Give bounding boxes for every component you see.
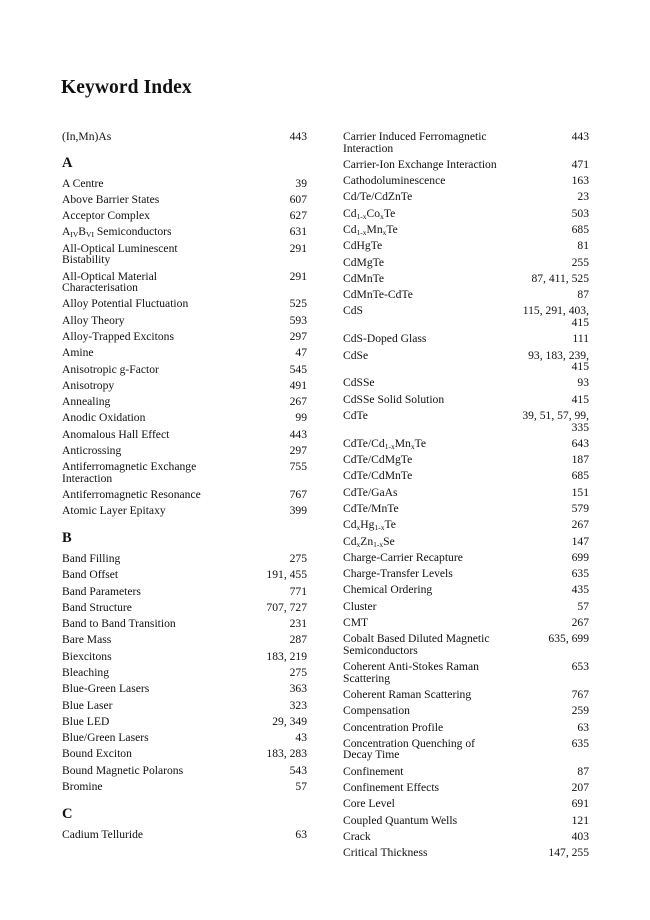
page-numbers: 767 [571, 688, 589, 701]
page-numbers: 29, 349 [272, 714, 307, 728]
page-numbers: 87, 411, 525 [531, 271, 589, 285]
index-entry [62, 732, 307, 744]
index-term: Anisotropy [62, 378, 115, 392]
index-entry [343, 224, 589, 236]
subscript: VI [86, 230, 94, 240]
index-term: Charge-Carrier Recapture [343, 550, 463, 564]
page-numbers: 593 [289, 313, 307, 327]
index-term: $Cd_{1-x}Mn_xTe$ [343, 223, 398, 237]
index-entry [343, 617, 589, 629]
index-entry [62, 829, 307, 841]
index-term: Alloy Theory [62, 313, 125, 327]
subscript: x [380, 211, 384, 221]
index-term: A Centre [62, 176, 104, 190]
index-entry [343, 831, 589, 843]
index-entry [343, 798, 589, 810]
index-term: All-Optical Material Characterisation [62, 269, 157, 295]
index-term: Chemical Ordering [343, 583, 433, 597]
index-term: Coherent Raman Scattering [343, 688, 472, 701]
index-entry [343, 410, 589, 433]
index-entry [62, 748, 307, 760]
index-entry [62, 765, 307, 777]
page-numbers: 435 [571, 583, 589, 597]
index-entry [62, 131, 307, 143]
index-term: Atomic Layer Epitaxy [62, 504, 166, 518]
index-entry [343, 289, 589, 301]
index-entry [62, 461, 307, 484]
index-entry [62, 396, 307, 408]
index-entry [343, 305, 589, 328]
page-numbers: 87 [577, 288, 589, 302]
page-numbers: 635 [571, 567, 589, 581]
index-entry [343, 159, 589, 171]
page-numbers: 147, 255 [548, 846, 589, 860]
page-numbers: 39 [295, 176, 307, 190]
subscript: 1-x [373, 539, 384, 549]
index-entry [62, 618, 307, 630]
index-term: Band Filling [62, 552, 121, 566]
index-term: Carrier-Ion Exchange Interaction [343, 157, 497, 171]
index-term: Confinement [343, 764, 404, 778]
index-entry [62, 315, 307, 327]
index-term: Antiferromagnetic Resonance [62, 488, 201, 502]
index-term: Anodic Oxidation [62, 411, 146, 425]
page-numbers: 443 [289, 427, 307, 441]
index-entry [62, 651, 307, 663]
page-numbers: 543 [289, 763, 307, 777]
page-numbers: 291 [289, 241, 307, 255]
page-numbers: 291 [289, 269, 307, 283]
index-entry [343, 470, 589, 482]
page-numbers: 443 [289, 130, 307, 143]
index-entry [343, 377, 589, 389]
page-numbers: 23 [577, 190, 589, 204]
page-numbers: 471 [571, 157, 589, 171]
page-numbers: 691 [571, 797, 589, 811]
page-numbers: 267 [571, 518, 589, 532]
page-numbers: 755 [289, 460, 307, 474]
index-term: CdTe [343, 409, 368, 422]
index-term: Compensation [343, 704, 410, 718]
index-entry [343, 208, 589, 220]
index-entry [62, 700, 307, 712]
page-numbers: 579 [571, 502, 589, 515]
index-entry [62, 586, 307, 598]
index-entry [343, 782, 589, 794]
index-term: CdTe/CdMnTe [343, 469, 413, 483]
index-term: All-Optical Luminescent Bistability [62, 241, 178, 267]
index-entry [62, 553, 307, 565]
index-term: Band Structure [62, 600, 132, 614]
index-term: CdMnTe-CdTe [343, 288, 413, 302]
index-entry [343, 705, 589, 717]
page-numbers: 63 [295, 827, 307, 841]
page-numbers: 635, 699 [548, 632, 589, 646]
index-term: CdTe/GaAs [343, 485, 398, 499]
index-entry [343, 847, 589, 859]
index-term: CdS-Doped Glass [343, 332, 427, 346]
index-entry [343, 131, 589, 154]
page-numbers: 275 [289, 552, 307, 566]
index-entry [62, 380, 307, 392]
index-term: Confinement Effects [343, 781, 440, 794]
index-entry [62, 298, 307, 310]
index-term: CMT [343, 615, 369, 629]
page-numbers: 267 [571, 615, 589, 629]
index-term: Cluster [343, 599, 377, 613]
page-numbers: 643 [571, 436, 589, 450]
index-term: Carrier Induced Ferromagnetic Interaction [343, 130, 487, 155]
index-entry [62, 194, 307, 206]
index-entry [62, 412, 307, 424]
page-numbers: 147 [571, 534, 589, 548]
index-entry [343, 257, 589, 269]
index-column-left [62, 131, 307, 845]
page-numbers: 191, 455 [266, 568, 307, 582]
index-entry [343, 584, 589, 596]
page-numbers: 121 [571, 813, 589, 827]
index-entry [343, 815, 589, 827]
index-term: Crack [343, 829, 371, 843]
index-entry [343, 487, 589, 499]
page-numbers: 187 [571, 453, 589, 467]
index-term: CdHgTe [343, 239, 383, 253]
page-numbers: 57 [295, 779, 307, 793]
page-numbers: 707, 727 [266, 600, 307, 614]
index-entry [62, 429, 307, 441]
index-entry [62, 716, 307, 728]
index-term: Concentration Profile [343, 720, 444, 734]
index-term: $Cd_{1-x}Co_xTe$ [343, 206, 396, 221]
page-numbers: 363 [289, 682, 307, 696]
page-numbers: 99 [295, 411, 307, 425]
index-term: Core Level [343, 797, 395, 811]
index-entry [343, 633, 589, 656]
page-numbers: 47 [295, 346, 307, 360]
index-entry [343, 394, 589, 406]
index-entry [62, 569, 307, 581]
index-entry [62, 178, 307, 190]
index-term: CdS [343, 304, 363, 318]
index-term: CdTe/MnTe [343, 502, 399, 515]
section-letter-c: C [62, 805, 73, 822]
index-term: Band Parameters [62, 584, 141, 598]
page-numbers: 685 [571, 469, 589, 483]
index-entry [62, 489, 307, 501]
page-numbers: 111 [572, 332, 589, 346]
index-entry [343, 738, 589, 761]
index-term: Bound Exciton [62, 747, 132, 761]
subscript: 1-x [356, 228, 367, 237]
index-term: Blue/Green Lasers [62, 731, 149, 745]
page-numbers: 627 [289, 209, 307, 223]
page-numbers: 415 [571, 392, 589, 406]
index-term: Anomalous Hall Effect [62, 427, 170, 441]
page-numbers: 255 [571, 255, 589, 269]
index-entry [62, 667, 307, 679]
index-term: Anticrossing [62, 444, 122, 457]
index-term: Bleaching [62, 666, 110, 679]
index-term: Concentration Quenching of Decay Time [343, 736, 476, 762]
index-entry [343, 568, 589, 580]
page-numbers: 699 [571, 550, 589, 564]
page-numbers: 607 [289, 192, 307, 206]
index-term: Bromine [62, 779, 103, 793]
index-term: $Cd_xZn_{1-x}Se$ [343, 534, 395, 549]
index-entry [343, 175, 589, 187]
index-term: Coupled Quantum Wells [343, 813, 458, 827]
page-numbers: 115, 291, 403, 415 [522, 304, 589, 329]
page-numbers: 183, 283 [266, 747, 307, 761]
page-numbers: 163 [571, 174, 589, 188]
index-term: Blue Laser [62, 698, 113, 712]
index-entry [62, 445, 307, 457]
page-numbers: 207 [571, 781, 589, 794]
page-numbers: 635 [571, 736, 589, 750]
page-numbers: 287 [289, 633, 307, 647]
index-term: Acceptor Complex [62, 209, 150, 223]
page-numbers: 81 [577, 239, 589, 253]
page-numbers: 653 [571, 660, 589, 674]
subscript: IV [70, 230, 79, 240]
index-term: CdSSe [343, 376, 375, 390]
page-numbers: 297 [289, 444, 307, 457]
page-numbers: 685 [571, 223, 589, 236]
index-entry [62, 505, 307, 517]
subscript: x [356, 539, 361, 549]
index-term: Cathodoluminescence [343, 174, 446, 188]
index-entry [343, 503, 589, 515]
index-term: (In,Mn)As [62, 130, 112, 143]
index-entry [62, 781, 307, 793]
index-term: $Cd_xHg_{1-x}Te$ [343, 518, 396, 533]
subscript: 1-x [374, 523, 385, 533]
page-numbers: 87 [577, 764, 589, 778]
index-term: Bare Mass [62, 633, 112, 647]
subscript: 1-x [356, 211, 367, 221]
index-term: Coherent Anti-Stokes Raman Scattering [343, 660, 479, 685]
page-numbers: 631 [289, 225, 307, 239]
index-term: Band to Band Transition [62, 617, 176, 631]
page-numbers: 443 [571, 130, 589, 143]
index-term: Antiferromagnetic Exchange Interaction [62, 460, 197, 485]
page-numbers: 403 [571, 829, 589, 843]
index-term: Alloy-Trapped Excitons [62, 330, 174, 344]
index-term: CdMgTe [343, 255, 385, 269]
page-numbers: 43 [295, 731, 307, 745]
index-term: Cd/Te/CdZnTe [343, 190, 413, 204]
page-numbers: 57 [577, 599, 589, 613]
index-entry [62, 634, 307, 646]
page-numbers: 771 [289, 584, 307, 598]
page-title: Keyword Index [61, 77, 192, 98]
section-letter-a: A [62, 154, 73, 171]
page-numbers: 259 [571, 704, 589, 718]
page-numbers: 297 [289, 330, 307, 344]
index-term: CdSSe Solid Solution [343, 392, 445, 406]
index-entry [343, 333, 589, 345]
index-entry [62, 271, 307, 294]
index-entry [62, 226, 307, 238]
page-numbers: 525 [289, 297, 307, 311]
index-entry [62, 602, 307, 614]
index-entry [62, 364, 307, 376]
page-numbers: 767 [289, 488, 307, 502]
subscript: 1-x [384, 441, 395, 451]
index-entry [343, 519, 589, 531]
page-numbers: 231 [289, 617, 307, 631]
section-letter-b: B [62, 530, 72, 547]
index-entry [343, 240, 589, 252]
index-term: Blue LED [62, 714, 110, 728]
index-term: Above Barrier States [62, 192, 160, 206]
index-term: Anisotropic g-Factor [62, 362, 159, 376]
subscript: x [356, 523, 361, 533]
subscript: x [382, 228, 387, 237]
index-term: Blue-Green Lasers [62, 682, 150, 696]
index-entry [62, 347, 307, 359]
page-numbers: 275 [289, 666, 307, 679]
index-entry [343, 273, 589, 285]
index-term: Bound Magnetic Polarons [62, 763, 184, 777]
index-entry [343, 601, 589, 613]
page-numbers: 151 [571, 485, 589, 499]
index-entry [343, 438, 589, 450]
index-entry [62, 243, 307, 266]
index-term: Annealing [62, 395, 111, 409]
index-entry [343, 454, 589, 466]
index-entry [343, 722, 589, 734]
index-entry [343, 661, 589, 684]
index-term: Amine [62, 346, 94, 360]
page-numbers: 545 [289, 362, 307, 376]
index-term: CdSe [343, 348, 369, 362]
index-term: CdMnTe [343, 271, 385, 285]
index-term: Cadium Telluride [62, 827, 144, 841]
index-entry [343, 350, 589, 373]
page-numbers: 491 [289, 378, 307, 392]
page-numbers: 323 [289, 698, 307, 712]
index-term: Alloy Potential Fluctuation [62, 297, 189, 311]
page-numbers: 39, 51, 57, 99, 335 [522, 409, 589, 434]
index-entry [62, 331, 307, 343]
page-numbers: 183, 219 [266, 649, 307, 663]
index-term: CdTe/$Cd_{1-x}Mn_xTe$ [343, 436, 426, 451]
index-term: CdTe/CdMgTe [343, 453, 413, 467]
index-column-right [343, 131, 589, 863]
index-term: Biexcitons [62, 649, 112, 663]
subscript: x [410, 441, 415, 451]
page-numbers: 503 [571, 206, 589, 220]
index-entry [343, 191, 589, 203]
page-numbers: 93 [577, 376, 589, 390]
page-numbers: 63 [577, 720, 589, 734]
index-entry [62, 210, 307, 222]
index-term: $A_{IV}B_{VI}$ Semiconductors [62, 225, 172, 240]
index-term: Cobalt Based Diluted Magnetic Semiconductors [343, 632, 490, 657]
index-entry [343, 689, 589, 701]
index-term: Charge-Transfer Levels [343, 567, 453, 581]
page-numbers: 267 [289, 395, 307, 409]
page-numbers: 93, 183, 239, 415 [528, 348, 589, 374]
index-entry [62, 683, 307, 695]
index-entry [343, 536, 589, 548]
index-term: Band Offset [62, 568, 119, 582]
page-numbers: 399 [289, 504, 307, 518]
index-entry [343, 766, 589, 778]
index-entry [343, 552, 589, 564]
index-term: Critical Thickness [343, 846, 428, 860]
